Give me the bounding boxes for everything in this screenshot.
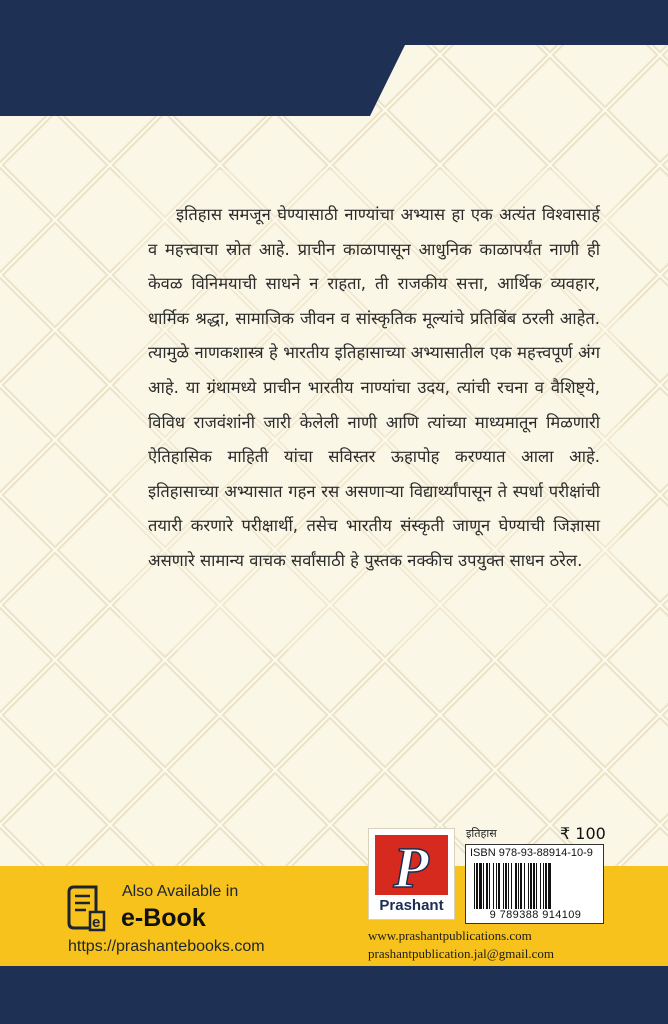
book-price: ₹ 100: [560, 824, 606, 843]
barcode-bar: [533, 863, 535, 909]
barcode-bar: [520, 863, 522, 909]
barcode-digits: 9 789388 914109: [489, 909, 582, 921]
publisher-logo-letter: P: [393, 835, 429, 900]
barcode-bar: [543, 863, 544, 909]
isbn-barcode-box: [465, 844, 604, 924]
barcode-bar: [540, 863, 541, 909]
barcode-bar: [511, 863, 512, 909]
barcode-bar: [505, 863, 507, 909]
ebook-availability-text: Also Available in: [122, 883, 239, 900]
barcode-bar: [479, 863, 482, 909]
barcode-bar: [489, 863, 490, 909]
book-description: इतिहास समजून घेण्यासाठी नाण्यांचा अभ्यास हा एक अत्यंत विश्वासार्ह व महत्त्वाचा स्रोत आहे. प्राचीन काळापासून आधुनिक काळापर्यंत नाणी ही केवळ विनिमयाची साधने न राहता, ती राजकीय सत्ता, आर्थिक व्यवहार, धार्मिक श्रद्धा, सामाजिक जीवन व सांस्कृतिक मूल्यांचे प्रतिबिंब ठरली आहेत. त्यामुळे नाणकशास्त्र हे भारतीय इतिहासाच्या अभ्यासातील एक महत्त्वपूर्ण अंग आहे. या ग्रंथामध्ये प्राचीन भारतीय नाण्यांचा उदय, त्यांची रचना व वैशिष्ट्ये, विविध राजवंशांनी जारी केलेली नाणी आणि त्यांच्या माध्यमातून मिळणारी ऐतिहासिक माहिती यांचा सविस्तर ऊहापोह करण्यात आला आहे. इतिहासाच्या अभ्यासात गहन रस असणाऱ्या विद्यार्थ्यांपासून ते स्पर्धा परीक्षांची तयारी करणारे परीक्षार्थी, तसेच भारतीय संस्कृती जाणून घेण्याची जिज्ञासा असणारे सामान्य वाचक सर्वांसाठी हे पुस्तक नक्कीच उपयुक्त साधन ठरेल.: [148, 205, 600, 570]
barcode-bar: [508, 863, 509, 909]
publisher-email[interactable]: prashantpublication.jal@gmail.com: [368, 946, 554, 961]
svg-text:e: e: [92, 914, 101, 931]
footer-navy-bar: [0, 966, 668, 1024]
isbn-number: ISBN 978-93-88914-10-9: [470, 847, 593, 859]
barcode-bar: [486, 863, 488, 909]
barcode-bar: [503, 863, 504, 909]
barcode-bar: [548, 863, 551, 909]
barcode-bar: [474, 863, 475, 909]
barcode-bar: [518, 863, 519, 909]
barcode-bar: [493, 863, 494, 909]
ebook-label: e-Book: [121, 904, 206, 932]
publisher-name: Prashant: [379, 897, 444, 914]
barcode-bar: [530, 863, 532, 909]
barcode-bar: [496, 863, 497, 909]
barcode-bar: [536, 863, 537, 909]
barcode-bar: [515, 863, 517, 909]
ebook-website-link[interactable]: https://prashantebooks.com: [68, 938, 265, 955]
ebook-icon: [66, 884, 108, 932]
barcode-bar: [483, 863, 484, 909]
barcode-bar: [476, 863, 478, 909]
barcode-bar: [498, 863, 500, 909]
barcode-bar: [545, 863, 547, 909]
book-category: इतिहास: [466, 827, 497, 840]
publisher-website[interactable]: www.prashantpublications.com: [368, 928, 532, 943]
publisher-logo: [368, 828, 455, 920]
barcode: [472, 863, 599, 909]
barcode-bar: [528, 863, 529, 909]
barcode-bar: [524, 863, 525, 909]
top-navy-band: [0, 0, 668, 125]
